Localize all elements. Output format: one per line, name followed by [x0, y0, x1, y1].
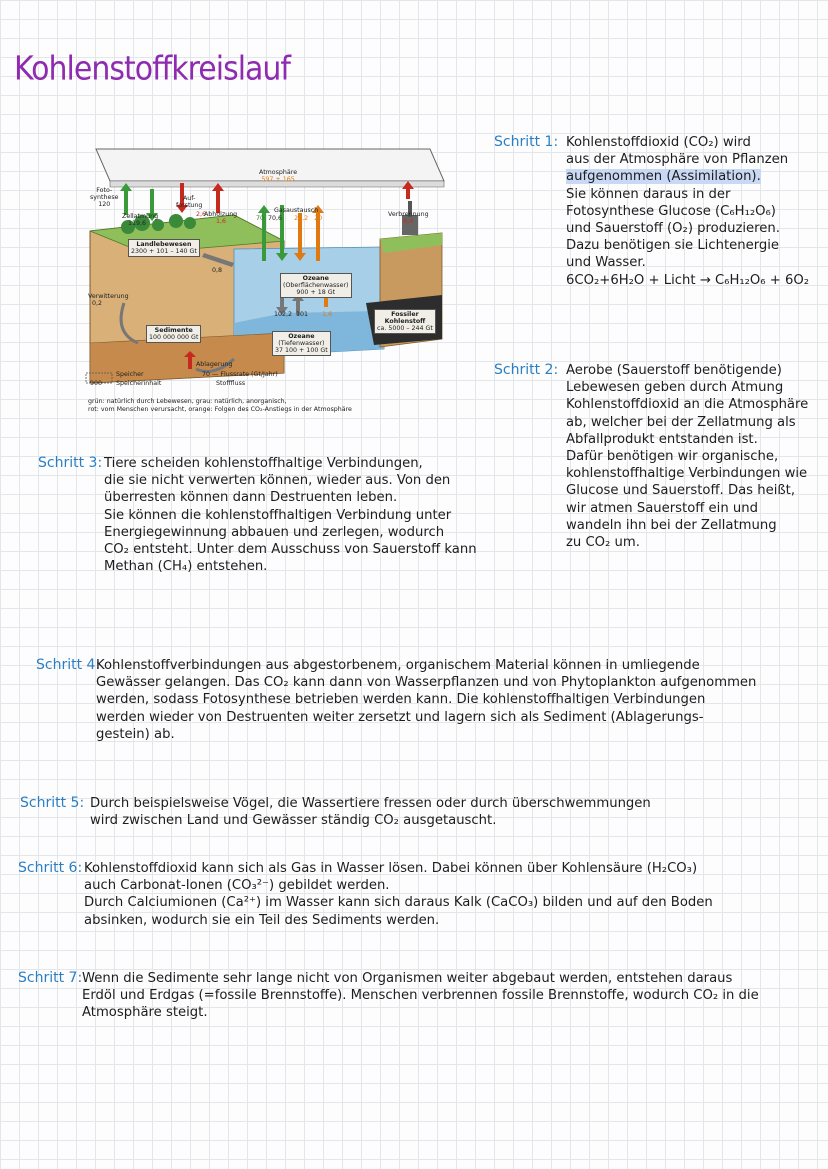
step1-text: Kohlenstoffdioxid (CO₂) wird aus der Atmosphäre von Pflanzen aufgenommen (Assimilation). Sie können daraus in der Fotosynthese Glucose (C₆H₁₂O₆) und Sauerstoff (O₂) produzieren. Dazu benötigen sie Lichtenergie und Wasser. 6CO₂+6H₂O + Licht → C₆H₁₂O₆ + 6O₂ [566, 135, 810, 288]
diagram-caption-2: rot: vom Menschen verursacht, orange: Folgen des CO₂-Anstiegs in der Atmosphäre [88, 406, 352, 413]
abholzung-label: Abholzung 1,6 [204, 211, 238, 225]
step5-text: Durch beispielsweise Vögel, die Wassertiere fressen oder durch überschwemmungen wird zwischen Land und Gewässer ständig CO₂ ausgetauscht. [90, 796, 651, 829]
step3-text: Tiere scheiden kohlenstoffhaltige Verbindungen, die sie nicht verwerten können, wieder aus. Von den überresten können dann Destruenten leben. Sie können die kohlenstoffhaltigen Verbindung unter Energiegewinnung abbauen und zerlegen, wodurch CO₂ entsteht. Unter dem Ausschuss von Sauerstoff kann Methan (CH₄) entstehen. [104, 456, 477, 575]
step4-text: Kohlenstoffverbindungen aus abgestorbenem, organischem Material können in umliegende Gewässer gelangen. Das CO₂ kann dann von Wasserpflanzen und von Phytoplankton aufgenommen werden, sodass Fotosynthese betrieben werden kann. Die kohlenstoffhaltigen Verbindungen werden wieder von Destruenten weiter zersetzt und lagern sich als Sediment (Ablagerungs- gestein) ab. [96, 658, 757, 742]
sedimente-box: Sedimente 100 000 000 Gt [146, 325, 201, 343]
flux-0-8: 0,8 [212, 267, 223, 274]
carbon-cycle-diagram [84, 143, 468, 415]
zellatmung-label: Zellatmung 119,6 [122, 213, 159, 227]
fossil-box: Fossiler Kohlenstoff ca. 5000 – 244 Gt [374, 309, 436, 334]
atmosphere-label: Atmosphäre 597 + 165 [259, 169, 298, 183]
gasaustausch-values: 70 70,6 22,2 20 [256, 215, 323, 222]
verbrennung-label: Verbrennung 6,4 [388, 211, 429, 225]
legend-speicher-value: 900 [90, 380, 103, 387]
legend-speicherinhalt: Speicherinhalt [116, 380, 162, 387]
landlebewesen-box: Landlebewesen 2300 + 101 – 140 Gt [128, 239, 200, 257]
step6-label: Schritt 6: [18, 860, 83, 876]
step1-label: Schritt 1: [494, 134, 559, 150]
page-title: Kohlenstoffkreislauf [14, 50, 290, 89]
step2-label: Schritt 2: [494, 362, 559, 378]
step6-text: Kohlenstoffdioxid kann sich als Gas in Wasser lösen. Dabei können über Kohlensäure (H₂CO₃) auch Carbonat-Ionen (CO₃²⁻) gebildet werden. Durch Calciumionen (Ca²⁺) im Wasser kann sich daraus Kalk (CaCO₃) bilden und auf den Boden absinken, wodurch sie ein Teil des Sediments werden. [84, 861, 713, 928]
fotosynthese-label: Foto- synthese 120 [90, 187, 119, 208]
ablagerung-label: Ablagerung [196, 361, 233, 368]
diagram-caption-1: grün: natürlich durch Lebewesen, grau: natürlich, anorganisch, [88, 398, 287, 405]
legend-stofffluss: Stofffluss [216, 380, 246, 387]
legend-flussrate: 70 — Flussrate (Gt/Jahr) [202, 371, 278, 378]
ocean-deep-box: Ozeane (Tiefenwasser) 37 100 + 100 Gt [272, 331, 331, 356]
ocean-fluxes: 102,2 101 1,6 [274, 311, 333, 318]
aufforstung-label: Auf- forstung [176, 195, 203, 209]
step7-label: Schritt 7: [18, 970, 83, 986]
gasaustausch-label: Gasaustausch [274, 207, 319, 214]
verwitterung-label: Verwitterung 0,2 [88, 293, 129, 307]
legend-speicher: Speicher [116, 371, 144, 378]
step2-text: Aerobe (Sauerstoff benötigende) Lebewesen geben durch Atmung Kohlenstoffdioxid an die Atmosphäre ab, welcher bei der Zellatmung als Abfallprodukt entstanden ist. Dafür benötigen wir organische, kohlenstoffhaltige Verbindungen wie Glucose und Sauerstoff. Das heißt, wir atmen Sauerstoff ein und wandeln ihn bei der Zellatmung zu CO₂ um. [566, 363, 809, 551]
step5-label: Schritt 5: [20, 795, 85, 811]
ocean-surface-box: Ozeane (Oberflächenwasser) 900 + 18 Gt [280, 273, 352, 298]
step4-label: Schritt 4: [36, 657, 101, 673]
step7-text: Wenn die Sedimente sehr lange nicht von Organismen weiter abgebaut werden, entstehen daraus Erdöl und Erdgas (=fossile Brennstoffe). Menschen verbrennen fossile Brennstoffe, wodurch CO₂ in die Atmosphäre steigt. [82, 971, 759, 1021]
step3-label: Schritt 3: [38, 455, 103, 471]
aufforstung-value: 2,6 [196, 211, 207, 218]
